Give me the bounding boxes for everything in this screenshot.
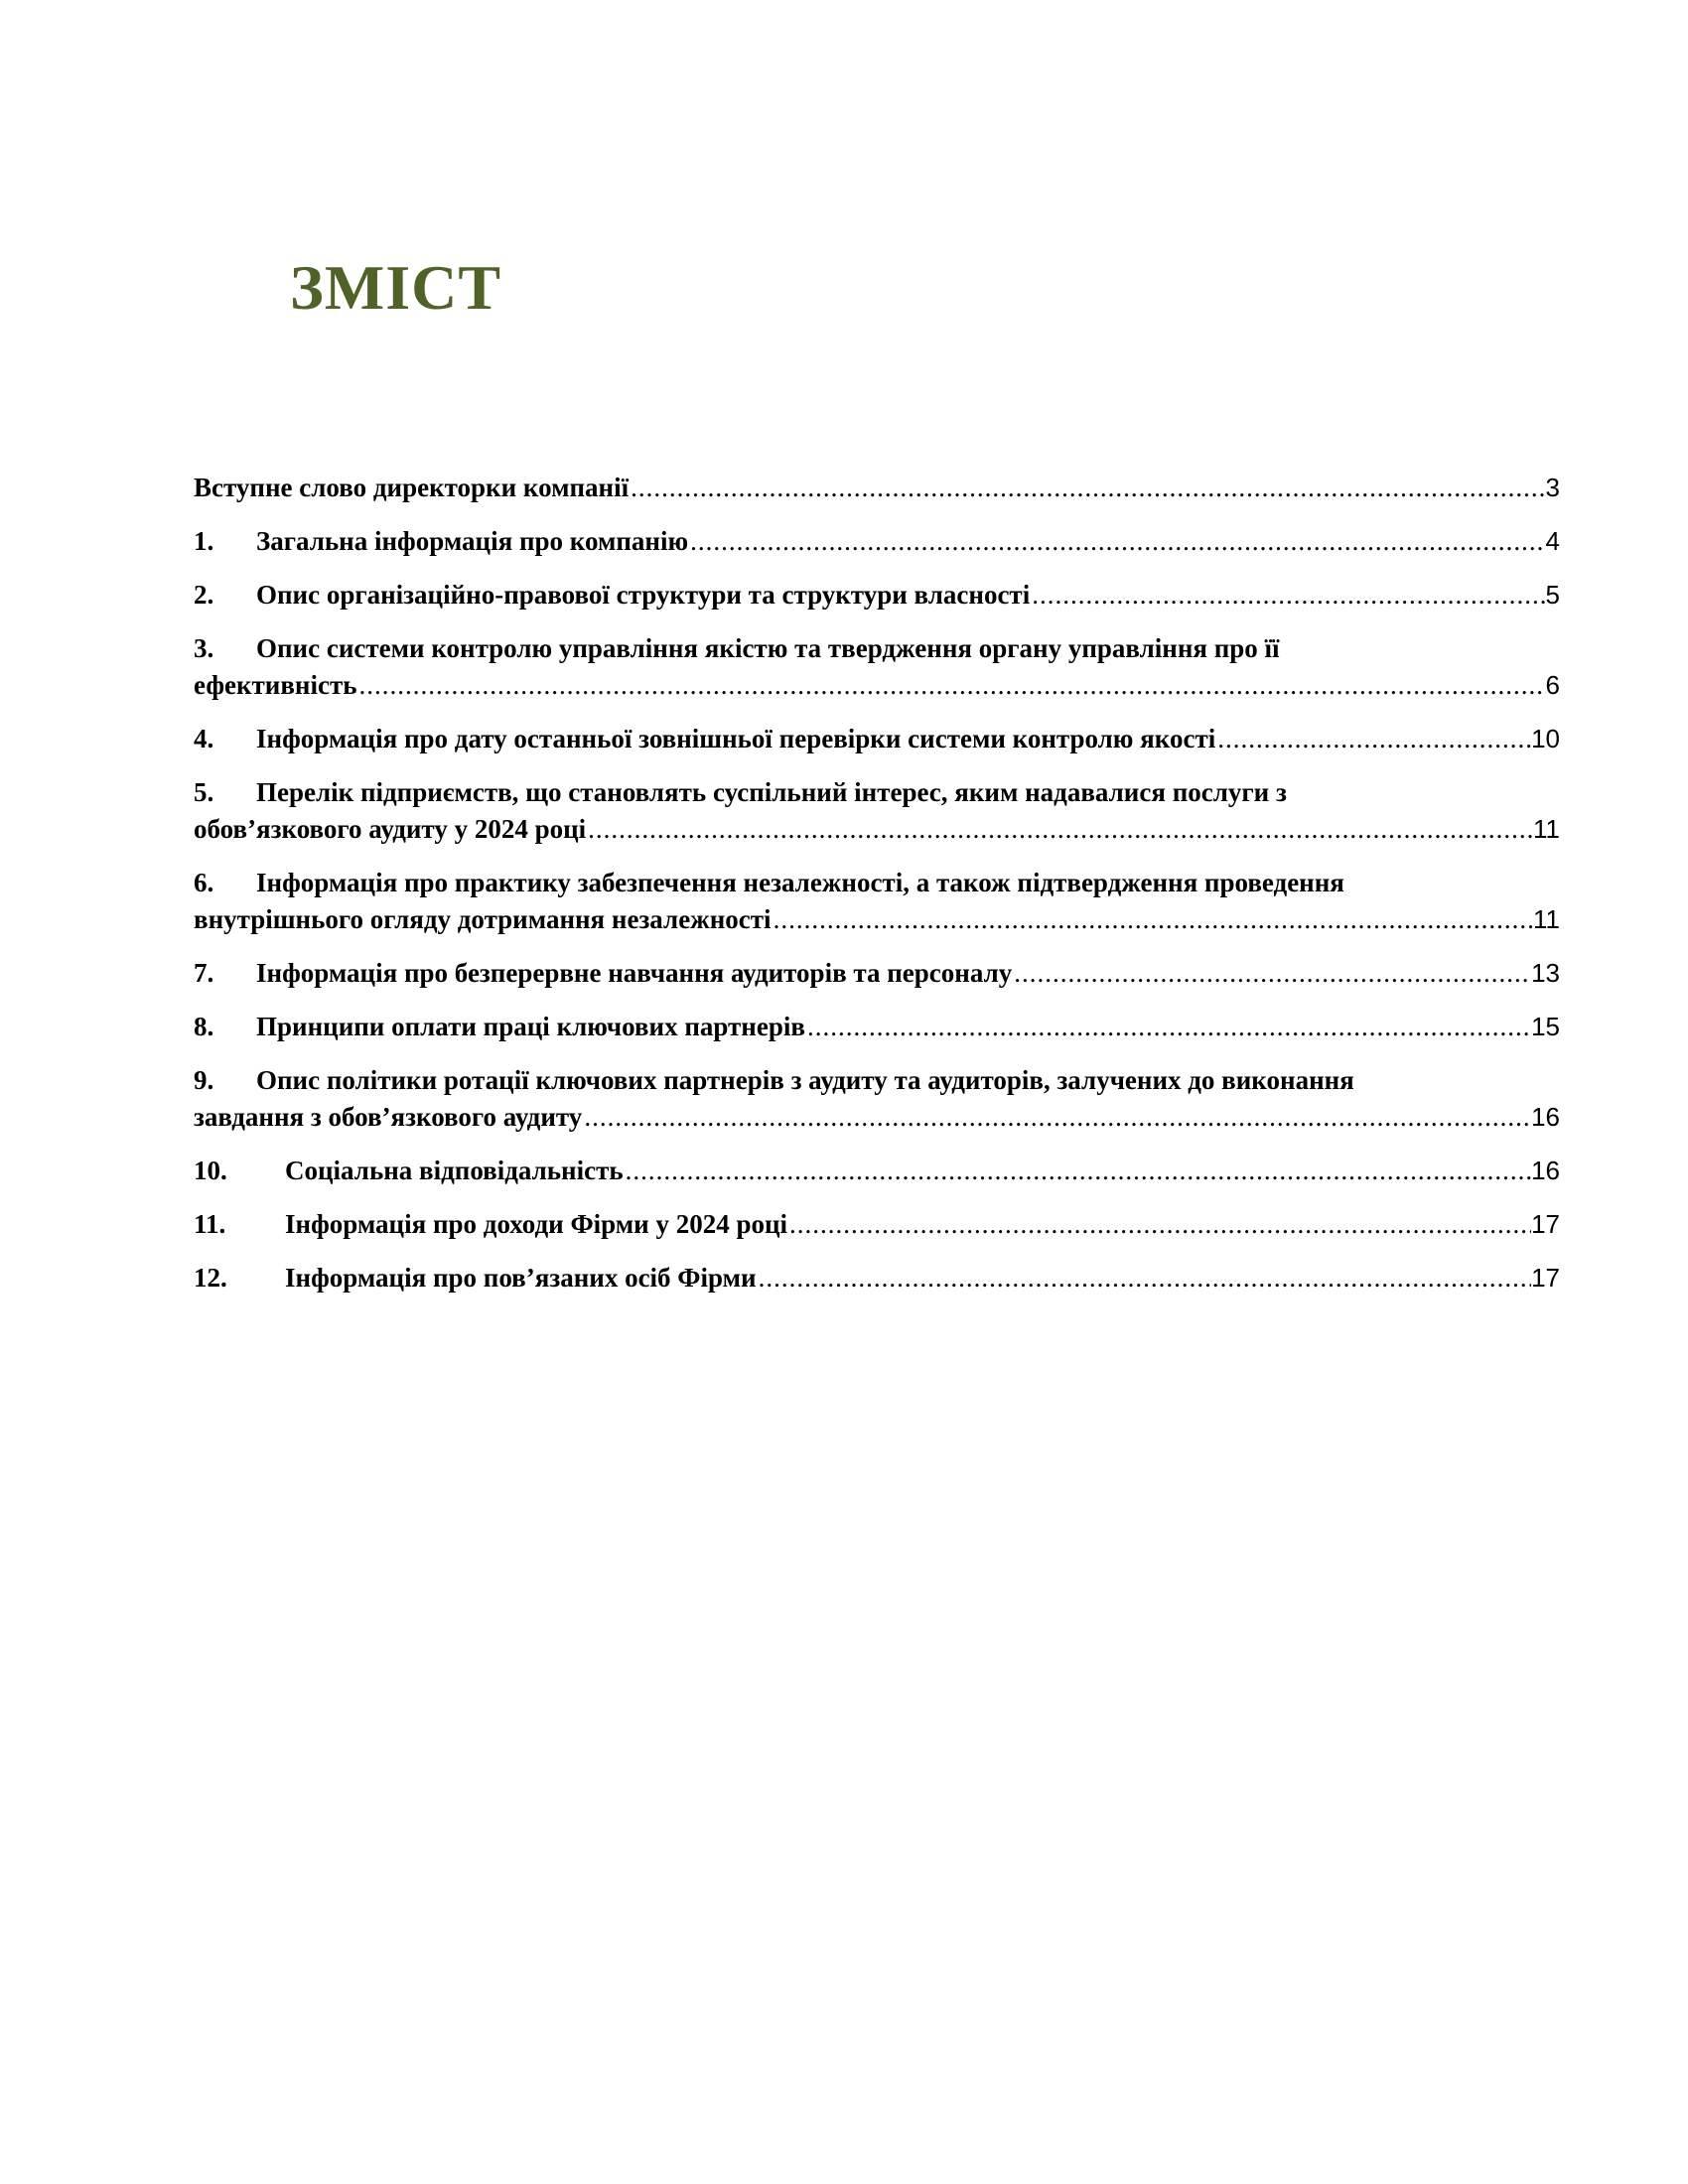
toc-entry-title: Соціальна відповідальність bbox=[285, 1156, 624, 1185]
toc-dot-leader bbox=[357, 667, 1546, 704]
toc-entry-11[interactable] bbox=[194, 1206, 1560, 1243]
toc-entry-5[interactable] bbox=[194, 774, 1560, 848]
toc-page-number: 17 bbox=[1531, 1209, 1560, 1239]
toc-page-number: 6 bbox=[1545, 670, 1560, 700]
toc-page-number: 10 bbox=[1531, 724, 1560, 753]
toc-entry-number: 4. bbox=[194, 724, 214, 753]
toc-entry-intro[interactable] bbox=[194, 470, 1560, 506]
toc-entry-title: Інформація про доходи Фірми у 2024 році bbox=[285, 1209, 788, 1239]
toc-entry-number: 7. bbox=[194, 958, 214, 988]
toc-page-number: 3 bbox=[1545, 473, 1560, 502]
toc-entry-4[interactable] bbox=[194, 721, 1560, 757]
toc-entry-title: Опис системи контролю управління якістю та твердження органу управління про її bbox=[256, 633, 1280, 663]
toc-entry-number: 11. bbox=[194, 1209, 226, 1239]
toc-entry-title-continued: ефективність bbox=[194, 670, 357, 700]
toc-entry-title-continued: обов’язкового аудиту у 2024 році bbox=[194, 814, 587, 844]
toc-dot-leader bbox=[629, 470, 1545, 506]
toc-dot-leader bbox=[624, 1153, 1531, 1189]
toc-entry-2[interactable] bbox=[194, 577, 1560, 614]
toc-entry-title: Перелік підприємств, що становлять суспільний інтерес, яким надавалися послуги з bbox=[256, 777, 1287, 807]
toc-entry-number: 12. bbox=[194, 1263, 227, 1293]
toc-entry-number: 3. bbox=[194, 633, 214, 663]
toc-entry-title: Інформація про пов’язаних осіб Фірми bbox=[285, 1263, 757, 1293]
page-title: ЗМІСТ bbox=[290, 252, 501, 323]
toc-entry-1[interactable] bbox=[194, 523, 1560, 560]
toc-entry-number: 6. bbox=[194, 868, 214, 897]
toc-entry-6[interactable] bbox=[194, 865, 1560, 938]
toc-page-number: 5 bbox=[1545, 580, 1560, 610]
toc-page-number: 16 bbox=[1531, 1156, 1560, 1185]
toc-dot-leader bbox=[582, 1099, 1531, 1136]
toc-dot-leader bbox=[688, 523, 1545, 560]
toc-entry-title: Вступне слово директорки компанії bbox=[194, 473, 630, 502]
toc-page-number: 11 bbox=[1533, 814, 1560, 844]
toc-page-number: 4 bbox=[1545, 526, 1560, 556]
toc-entry-number: 2. bbox=[194, 580, 214, 610]
toc-entry-3[interactable] bbox=[194, 630, 1560, 704]
toc-entry-title: Опис політики ротації ключових партнерів з аудиту та аудиторів, залучених до виконання bbox=[256, 1065, 1354, 1095]
toc-entry-number: 9. bbox=[194, 1065, 214, 1095]
toc-dot-leader bbox=[757, 1260, 1532, 1297]
toc-page-number: 17 bbox=[1531, 1263, 1560, 1293]
toc-page-number: 11 bbox=[1533, 904, 1560, 934]
toc-entry-7[interactable] bbox=[194, 955, 1560, 992]
toc-dot-leader bbox=[805, 1009, 1531, 1045]
toc-entry-title-continued: завдання з обов’язкового аудиту bbox=[194, 1102, 583, 1132]
toc-entry-title-continued: внутрішнього огляду дотримання незалежності bbox=[194, 904, 772, 934]
toc-entry-title: Інформація про дату останньої зовнішньої перевірки системи контролю якості bbox=[256, 724, 1216, 753]
toc-dot-leader bbox=[1030, 577, 1545, 614]
toc-entry-number: 1. bbox=[194, 526, 214, 556]
toc-entry-title: Інформація про практику забезпечення незалежності, а також підтвердження проведення bbox=[256, 868, 1344, 897]
toc-entry-10[interactable] bbox=[194, 1153, 1560, 1189]
toc-entry-title: Загальна інформація про компанію bbox=[256, 526, 689, 556]
toc-entry-title: Опис організаційно-правової структури та структури власності bbox=[256, 580, 1031, 610]
toc-dot-leader bbox=[772, 901, 1533, 938]
toc-page-number: 13 bbox=[1531, 958, 1560, 988]
table-of-contents bbox=[194, 470, 1560, 1313]
toc-entry-title: Інформація про безперервне навчання аудиторів та персоналу bbox=[256, 958, 1013, 988]
toc-entry-12[interactable] bbox=[194, 1260, 1560, 1297]
toc-dot-leader bbox=[586, 811, 1533, 848]
toc-entry-number: 8. bbox=[194, 1012, 214, 1041]
toc-entry-title: Принципи оплати праці ключових партнерів bbox=[256, 1012, 805, 1041]
toc-dot-leader bbox=[787, 1206, 1531, 1243]
toc-page-number: 16 bbox=[1531, 1102, 1560, 1132]
toc-entry-number: 10. bbox=[194, 1156, 227, 1185]
toc-dot-leader bbox=[1215, 721, 1531, 757]
toc-dot-leader bbox=[1012, 955, 1531, 992]
toc-entry-9[interactable] bbox=[194, 1062, 1560, 1136]
toc-page-number: 15 bbox=[1531, 1012, 1560, 1041]
toc-entry-8[interactable] bbox=[194, 1009, 1560, 1045]
toc-entry-number: 5. bbox=[194, 777, 214, 807]
